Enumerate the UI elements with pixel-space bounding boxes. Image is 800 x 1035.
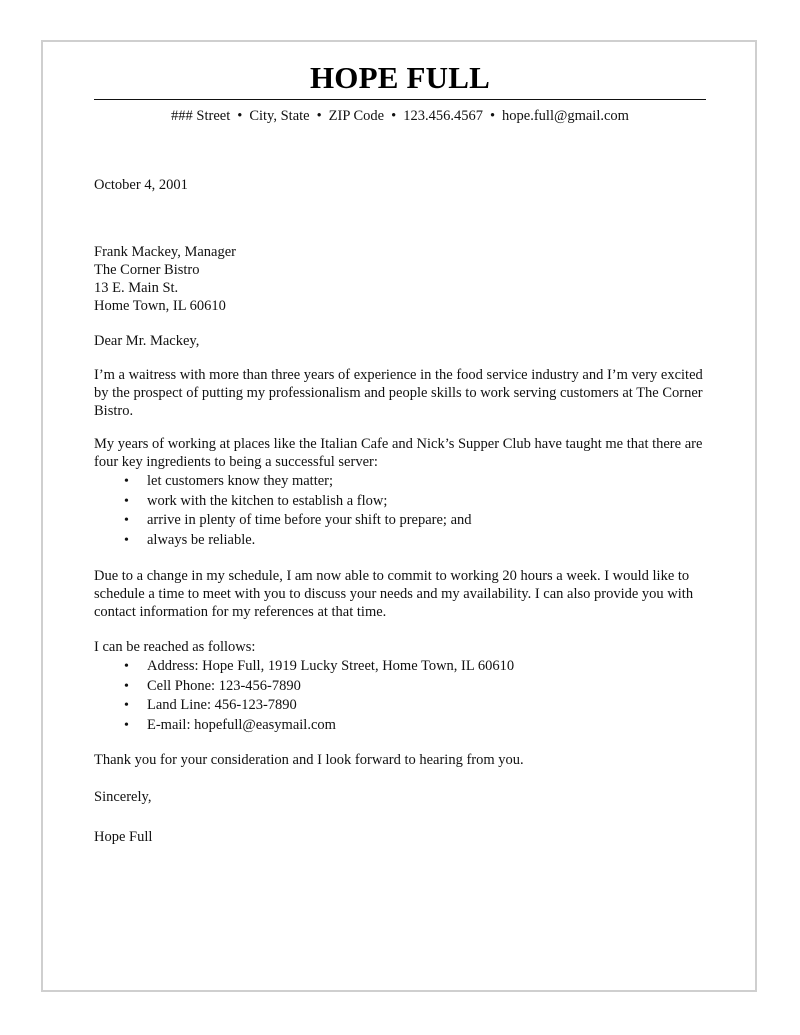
contact-list (94, 657, 714, 736)
contact-land-line: Land Line: 456-123-7890 (147, 697, 297, 714)
bullet-icon: • (124, 678, 129, 694)
contact-email: hope.full@gmail.com (502, 108, 629, 124)
signature: Hope Full (94, 829, 153, 845)
letterhead-divider (94, 99, 706, 100)
bullet-icon: • (124, 513, 129, 529)
separator-dot: • (237, 108, 243, 124)
bullet-icon: • (124, 659, 129, 674)
list-item (94, 492, 714, 512)
recipient-address (94, 243, 714, 315)
bullet-icon: • (124, 493, 129, 509)
separator-dot: • (316, 108, 322, 124)
list-item-text: always be reliable. (147, 532, 256, 549)
recipient-company: The Corner Bistro (94, 262, 200, 278)
list-item (94, 511, 714, 531)
recipient-street: 13 E. Main St. (94, 280, 179, 296)
contact-address: Address: Hope Full, 1919 Lucky Street, Home Town, IL 60610 (147, 658, 515, 674)
letter-date: October 4, 2001 (94, 177, 188, 193)
separator-dot: • (489, 108, 496, 124)
recipient-city: Home Town, IL 60610 (94, 298, 226, 314)
list-item (94, 716, 714, 736)
list-item-text: work with the kitchen to establish a flow; (147, 492, 388, 509)
paragraph-reach (94, 638, 714, 656)
bullet-icon: • (124, 698, 129, 714)
list-item-text: let customers know they matter; (147, 473, 334, 489)
list-item (94, 472, 714, 492)
paragraph-experience (94, 435, 714, 471)
list-item-text: arrive in plenty of time before your shift to prepare; and (147, 512, 472, 529)
bullet-icon: • (124, 474, 129, 489)
paragraph-thanks (94, 751, 714, 769)
ingredients-list (94, 472, 714, 551)
separator-dot: • (391, 108, 397, 124)
bullet-icon: • (124, 533, 129, 549)
recipient-name-title: Frank Mackey, Manager (94, 244, 236, 260)
contact-cell-phone: Cell Phone: 123-456-7890 (147, 677, 301, 694)
contact-zip: ZIP Code (328, 108, 385, 124)
contact-phone: 123.456.4567 (403, 108, 483, 124)
salutation: Dear Mr. Mackey, (94, 333, 200, 349)
paragraph-intro-text: I’m a waitress with more than three years of experience in the food service industry and I’m very excited by the prospect of putting my professionalism and people skills to work serving customers at The Corner Bistro. (94, 367, 703, 419)
list-item (94, 531, 714, 551)
list-item (94, 696, 714, 716)
closing: Sincerely, (94, 789, 152, 805)
paragraph-experience-text: My years of working at places like the Italian Cafe and Nick’s Supper Club have taught me that there are four key ingredients to being a successful server: (94, 436, 703, 470)
list-item (94, 657, 714, 677)
letterhead-contact (94, 106, 706, 126)
contact-street: ### Street (171, 108, 231, 124)
list-item (94, 677, 714, 697)
paragraph-thanks-text: Thank you for your consideration and I look forward to hearing from you. (94, 752, 524, 768)
paragraph-intro (94, 366, 714, 420)
bullet-icon: • (124, 718, 129, 734)
paragraph-availability-text: Due to a change in my schedule, I am now able to commit to working 20 hours a week. I would like to schedule a time to meet with you to discuss your needs and my availability. I can also provide you with contact information for my references at that time. (94, 568, 694, 620)
paragraph-availability (94, 567, 714, 621)
contact-city-state: City, State (249, 108, 310, 124)
paragraph-reach-text: I can be reached as follows: (94, 639, 256, 655)
letterhead-name: HOPE FULL (309, 60, 491, 95)
contact-email-item: E-mail: hopefull@easymail.com (147, 717, 336, 734)
